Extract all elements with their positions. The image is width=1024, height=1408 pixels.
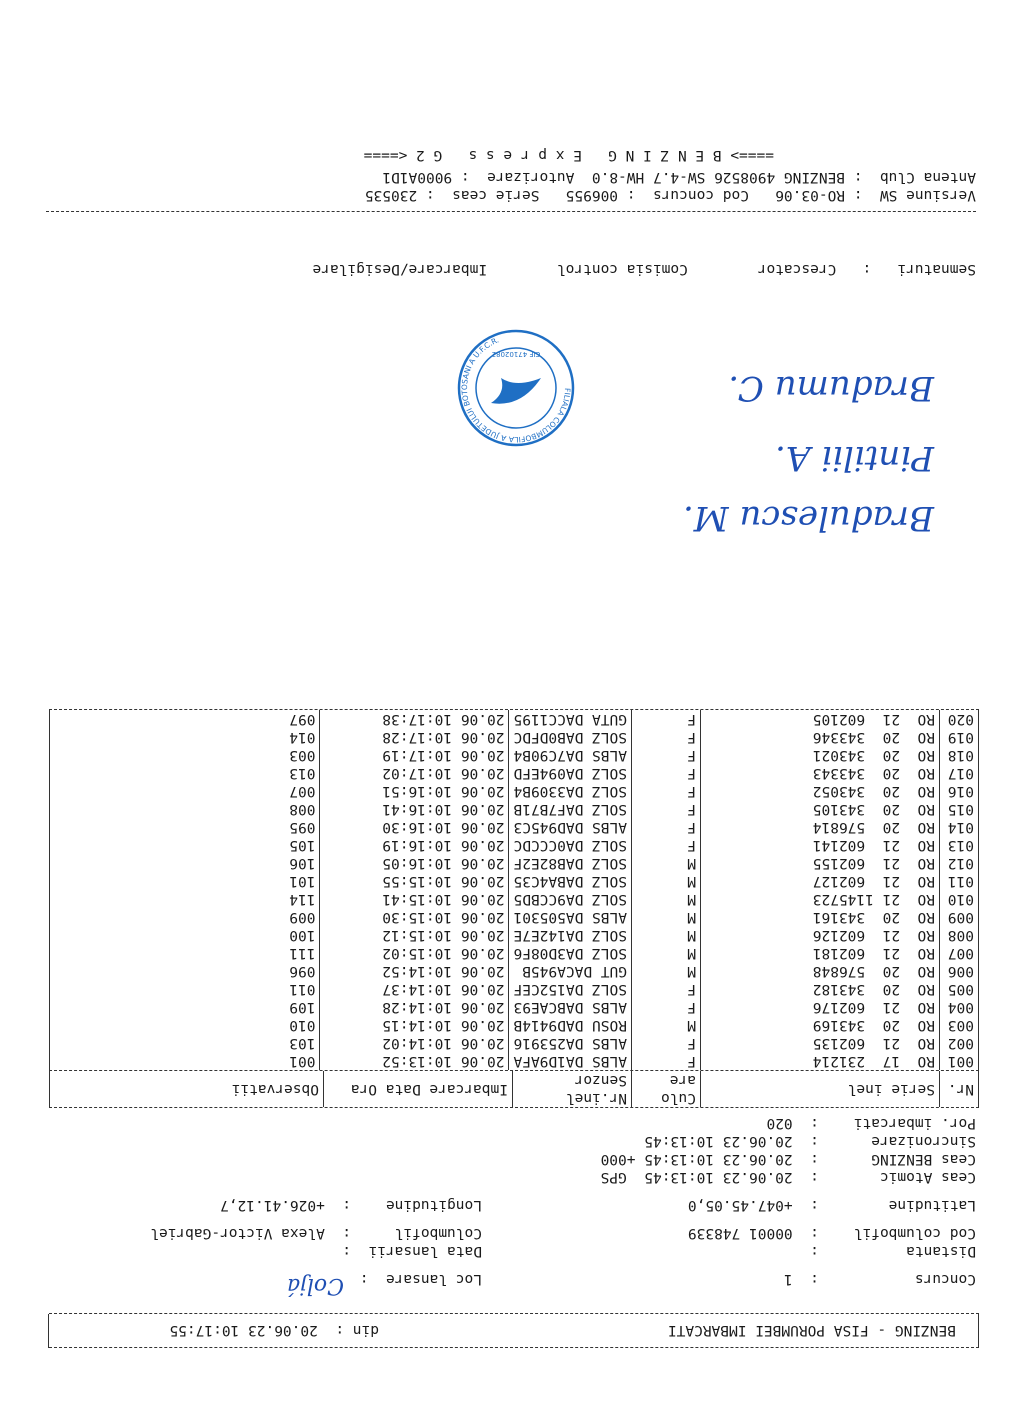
cell-nr: 002 <box>940 1034 979 1052</box>
loc-lansare-row: Loc lansare : <box>359 1271 482 1287</box>
cell-culoare: SOLZ <box>592 837 627 853</box>
cell-nr-inel: DABCAE93 <box>513 999 584 1015</box>
table-row <box>50 836 979 854</box>
cell-observatii: 101 <box>50 872 321 890</box>
cell-nr-inel-senzor <box>509 980 632 998</box>
cell-nr-inel: DA094EFD <box>513 765 584 781</box>
cell-observatii: 008 <box>50 800 321 818</box>
cell-serie-inel: RO 21 602135 <box>701 1034 940 1052</box>
cell-nr-inel-senzor <box>509 836 632 854</box>
cell-culoare: F <box>632 980 701 998</box>
cell-nr-inel-senzor <box>509 710 632 728</box>
cell-culoare: ALBS <box>592 1053 627 1069</box>
cell-culoare: SOLZ <box>592 765 627 781</box>
cod-columbofil-row: Cod columbofil : 00001 748339 <box>687 1225 976 1241</box>
cell-culoare: F <box>632 836 701 854</box>
loc-lansare-handwritten: Coljá <box>286 1273 344 1298</box>
cell-observatii: 014 <box>50 728 321 746</box>
cell-nr-inel-senzor <box>509 728 632 746</box>
cell-culoare: SOLZ <box>592 801 627 817</box>
cell-culoare: M <box>632 908 701 926</box>
cell-imbarcare: 20.06 10:14:15 <box>320 1016 509 1034</box>
cell-serie-inel: RO 20 343182 <box>701 980 940 998</box>
cell-nr: 001 <box>940 1052 979 1070</box>
cell-culoare: SOLZ <box>592 729 627 745</box>
cell-culoare: GUT <box>600 963 627 979</box>
cell-nr-inel-senzor <box>509 1052 632 1070</box>
cell-serie-inel: RO 20 576848 <box>701 962 940 980</box>
cell-culoare: SOLZ <box>592 873 627 889</box>
cell-nr-inel: DA253916 <box>513 1035 584 1051</box>
cell-culoare: M <box>632 872 701 890</box>
cell-nr-inel-senzor <box>509 800 632 818</box>
table-row <box>50 818 979 836</box>
cell-observatii: 097 <box>50 710 321 728</box>
dove-icon <box>491 378 541 404</box>
cell-nr: 006 <box>940 962 979 980</box>
cell-serie-inel: RO 20 343161 <box>701 908 940 926</box>
cell-nr: 017 <box>940 764 979 782</box>
cell-imbarcare: 20.06 10:17:02 <box>320 764 509 782</box>
cell-nr-inel: DAF7B71B <box>513 801 584 817</box>
cell-imbarcare: 20.06 10:16:19 <box>320 836 509 854</box>
cell-culoare: F <box>632 728 701 746</box>
cell-observatii: 010 <box>50 1016 321 1034</box>
cell-observatii: 114 <box>50 890 321 908</box>
table-body <box>50 710 979 1070</box>
cell-imbarcare: 20.06 10:15:12 <box>320 926 509 944</box>
cell-nr-inel-senzor <box>509 926 632 944</box>
benzing-banner: ====> B E N Z I N G E x p r e s s G 2 <==== <box>363 147 774 163</box>
cell-observatii: 009 <box>50 908 321 926</box>
cell-culoare: F <box>632 818 701 836</box>
columbofil-row: Columbofil : Alexa Victor-Gabriel <box>150 1225 482 1241</box>
cell-culoare: F <box>632 746 701 764</box>
cell-serie-inel: RO 21 602181 <box>701 944 940 962</box>
cell-imbarcare: 20.06 10:17:28 <box>320 728 509 746</box>
cell-culoare: GUTA <box>592 711 627 727</box>
cell-nr: 009 <box>940 908 979 926</box>
stamp-cif: CIF 47102082 <box>491 350 541 358</box>
cell-imbarcare: 20.06 10:16:05 <box>320 854 509 872</box>
cell-serie-inel: RO 21 602126 <box>701 926 940 944</box>
report-date: din : 20.06.23 10:17:55 <box>169 1322 379 1338</box>
table-row <box>50 926 979 944</box>
din-value: 20.06.23 10:17:55 <box>169 1322 318 1338</box>
por-imbarcati-row: Por. imbarcati : 020 <box>766 1115 976 1131</box>
cell-culoare: ALBS <box>592 819 627 835</box>
cell-nr-inel-senzor <box>509 764 632 782</box>
header-border-bottom <box>49 1313 979 1314</box>
cell-observatii: 007 <box>50 782 321 800</box>
table-row <box>50 1052 979 1070</box>
cell-nr-inel: DA152CEF <box>513 981 584 997</box>
table-row <box>50 782 979 800</box>
cell-serie-inel: RO 21 602141 <box>701 836 940 854</box>
cell-nr-inel: DAB82E2F <box>513 855 584 871</box>
cell-nr: 003 <box>940 1016 979 1034</box>
cell-observatii: 003 <box>50 746 321 764</box>
cell-culoare: ALBS <box>592 747 627 763</box>
din-label: din <box>352 1322 379 1338</box>
cell-serie-inel: RO 20 343105 <box>701 800 940 818</box>
cell-observatii: 106 <box>50 854 321 872</box>
cell-serie-inel: RO 20 343169 <box>701 1016 940 1034</box>
cell-imbarcare: 20.06 10:15:30 <box>320 908 509 926</box>
cell-culoare: F <box>632 800 701 818</box>
cell-nr-inel: DA9CCBD5 <box>513 891 584 907</box>
cell-imbarcare: 20.06 10:15:02 <box>320 944 509 962</box>
cell-imbarcare: 20.06 10:14:37 <box>320 980 509 998</box>
cell-culoare: SOLZ <box>592 891 627 907</box>
cell-culoare: SOLZ <box>592 783 627 799</box>
cell-nr-inel-senzor <box>509 1034 632 1052</box>
header-border-left <box>978 1314 979 1348</box>
cell-serie-inel: RO 20 576814 <box>701 818 940 836</box>
table-header-row <box>50 1071 979 1107</box>
cell-serie-inel: RO 20 343346 <box>701 728 940 746</box>
cell-nr: 018 <box>940 746 979 764</box>
table-rule-mid <box>49 1070 979 1071</box>
header-border-right <box>48 1314 49 1348</box>
club-stamp <box>456 328 576 448</box>
cell-nr-inel: DACC1195 <box>513 711 584 727</box>
cell-culoare: F <box>632 764 701 782</box>
cell-nr: 019 <box>940 728 979 746</box>
sincronizare-row: Sincronizare : 20.06.23 10:13:45 <box>644 1133 976 1149</box>
cell-observatii: 111 <box>50 944 321 962</box>
cell-serie-inel: RO 17 231214 <box>701 1052 940 1070</box>
cell-imbarcare: 20.06 10:13:52 <box>320 1052 509 1070</box>
cell-culoare: M <box>632 854 701 872</box>
cell-imbarcare: 20.06 10:16:41 <box>320 800 509 818</box>
cell-serie-inel: RO 21 602155 <box>701 854 940 872</box>
cell-imbarcare: 20.06 10:17:19 <box>320 746 509 764</box>
cell-nr: 015 <box>940 800 979 818</box>
cell-nr-inel-senzor <box>509 890 632 908</box>
cell-culoare: SOLZ <box>592 981 627 997</box>
cell-culoare: F <box>632 710 701 728</box>
cell-nr: 004 <box>940 998 979 1016</box>
cell-nr-inel: DAD945C3 <box>513 819 584 835</box>
footer-rule <box>46 211 976 212</box>
cell-culoare: F <box>632 782 701 800</box>
cell-culoare: F <box>632 1034 701 1052</box>
cell-nr-inel: DA505301 <box>513 909 584 925</box>
cell-observatii: 109 <box>50 998 321 1016</box>
distanta-row: Distanta : <box>810 1243 976 1259</box>
cell-imbarcare: 20.06 10:16:51 <box>320 782 509 800</box>
data-lansarii-row: Data lansarii : <box>342 1243 482 1259</box>
cell-imbarcare: 20.06 10:14:28 <box>320 998 509 1016</box>
col-culoare: Culo are <box>632 1071 701 1107</box>
cell-observatii: 013 <box>50 764 321 782</box>
signature-1: Bradumu C. <box>728 368 934 408</box>
cell-nr: 013 <box>940 836 979 854</box>
cell-nr-inel: DABA4C35 <box>513 873 584 889</box>
header-border-top <box>49 1347 979 1348</box>
cell-observatii: 001 <box>50 1052 321 1070</box>
cell-nr-inel: DAB0DFDC <box>513 729 584 745</box>
table-row <box>50 998 979 1016</box>
col-imbarcare: Imbarcare Data Ora <box>324 1071 513 1107</box>
table-row <box>50 728 979 746</box>
cell-nr: 005 <box>940 980 979 998</box>
stamp-ring-text: FILIALA COLUMBOFILA A JUDETULUI BOTOSANI A U.F.C.R. <box>459 335 573 445</box>
cell-culoare: ALBS <box>592 1035 627 1051</box>
cell-observatii: 096 <box>50 962 321 980</box>
concurs-row: Concurs : 1 <box>783 1271 976 1287</box>
cell-nr-inel: DA7C90B4 <box>513 747 584 763</box>
cell-observatii: 105 <box>50 836 321 854</box>
cell-imbarcare: 20.06 10:17:38 <box>320 710 509 728</box>
cell-observatii: 011 <box>50 980 321 998</box>
table-row <box>50 872 979 890</box>
semnaturi-row: Semnaturi : Crescator Comisia control Imbarcare/Desigilare <box>312 261 976 277</box>
cell-culoare: ROSU <box>592 1017 627 1033</box>
versiune-row: Versiune SW : RO-03.06 Cod concurs : 006955 Serie ceas : 230535 <box>364 187 976 203</box>
cell-nr-inel: DACA945B <box>522 963 593 979</box>
cell-nr-inel-senzor <box>509 782 632 800</box>
cell-serie-inel: RO 21 602105 <box>701 710 940 728</box>
table-row <box>50 746 979 764</box>
table-row <box>50 800 979 818</box>
table-row <box>50 1016 979 1034</box>
cell-nr-inel-senzor <box>509 872 632 890</box>
cell-imbarcare: 20.06 10:16:30 <box>320 818 509 836</box>
cell-observatii: 103 <box>50 1034 321 1052</box>
cell-culoare: ALBS <box>592 909 627 925</box>
signature-3: Bradulescu M. <box>683 498 934 538</box>
cell-culoare: F <box>632 998 701 1016</box>
table-row <box>50 962 979 980</box>
cell-nr-inel: DA1D9AFA <box>513 1053 584 1069</box>
cell-serie-inel: RO 20 343052 <box>701 782 940 800</box>
cell-nr-inel-senzor <box>509 908 632 926</box>
cell-culoare: M <box>632 1016 701 1034</box>
cell-nr-inel-senzor <box>509 944 632 962</box>
cell-nr-inel-senzor <box>509 1016 632 1034</box>
cell-nr: 010 <box>940 890 979 908</box>
cell-culoare: SOLZ <box>592 945 627 961</box>
cell-nr-inel: DAD9414B <box>513 1017 584 1033</box>
cell-observatii: 095 <box>50 818 321 836</box>
cell-nr-inel-senzor <box>509 818 632 836</box>
cell-nr-inel-senzor <box>509 854 632 872</box>
cell-culoare: SOLZ <box>592 927 627 943</box>
cell-nr-inel: DA0CCCDC <box>513 837 584 853</box>
cell-serie-inel: RO 20 343021 <box>701 746 940 764</box>
cell-nr: 020 <box>940 710 979 728</box>
table-row <box>50 890 979 908</box>
cell-culoare: M <box>632 890 701 908</box>
cell-nr: 007 <box>940 944 979 962</box>
cell-nr-inel: DA142E7E <box>513 927 584 943</box>
table-row <box>50 1034 979 1052</box>
table-row <box>50 944 979 962</box>
cell-nr: 011 <box>940 872 979 890</box>
cell-observatii: 100 <box>50 926 321 944</box>
cell-imbarcare: 20.06 10:14:52 <box>320 962 509 980</box>
cell-nr: 008 <box>940 926 979 944</box>
col-observatii: Observatii <box>50 1071 324 1107</box>
cell-nr: 016 <box>940 782 979 800</box>
col-nr: Nr. <box>940 1071 979 1107</box>
table-row <box>50 764 979 782</box>
cell-culoare: M <box>632 962 701 980</box>
cell-nr-inel: DA3309B4 <box>513 783 584 799</box>
table-row <box>50 710 979 728</box>
cell-culoare: F <box>632 1052 701 1070</box>
cell-nr: 012 <box>940 854 979 872</box>
cell-culoare: M <box>632 926 701 944</box>
table-row <box>50 980 979 998</box>
cell-serie-inel: RO 21 602127 <box>701 872 940 890</box>
pigeons-table <box>49 709 979 1108</box>
cell-imbarcare: 20.06 10:15:41 <box>320 890 509 908</box>
cell-nr-inel-senzor <box>509 998 632 1016</box>
col-serie-inel: Serie inel <box>701 1071 940 1107</box>
cell-culoare: SOLZ <box>592 855 627 871</box>
cell-serie-inel: RO 21 1145723 <box>701 890 940 908</box>
cell-nr-inel-senzor <box>509 962 632 980</box>
cell-nr-inel-senzor <box>509 746 632 764</box>
latitudine-row: Latitudine : +047.45.05,0 <box>687 1197 976 1213</box>
longitudine-row: Longitudine : +026.41.12,7 <box>220 1197 482 1213</box>
cell-serie-inel: RO 20 343343 <box>701 764 940 782</box>
antena-row: Antena Club : BENZING 4908526 SW-4.7 HW-8.0 Autorizare : 9000A1D1 <box>382 169 976 185</box>
cell-nr-inel: DA3D08F6 <box>513 945 584 961</box>
cell-nr: 014 <box>940 818 979 836</box>
col-nr-inel-senzor: Nr.inel Senzor <box>513 1071 632 1107</box>
ceas-benzing-row: Ceas BENZING : 20.06.23 10:13:45 +000 <box>600 1151 976 1167</box>
table-row <box>50 854 979 872</box>
cell-culoare: M <box>632 944 701 962</box>
ceas-atomic-row: Ceas Atomic : 20.06.23 10:13:45 GPS <box>600 1169 976 1185</box>
cell-serie-inel: RO 21 602176 <box>701 998 940 1016</box>
cell-imbarcare: 20.06 10:15:55 <box>320 872 509 890</box>
signature-2: Pintilii A. <box>775 438 934 478</box>
table-rule-top <box>49 1107 979 1108</box>
report-title: BENZING - FISA PORUMBEI IMBARCATI <box>667 1322 956 1338</box>
cell-imbarcare: 20.06 10:14:02 <box>320 1034 509 1052</box>
cell-culoare: ALBS <box>592 999 627 1015</box>
table-row <box>50 908 979 926</box>
